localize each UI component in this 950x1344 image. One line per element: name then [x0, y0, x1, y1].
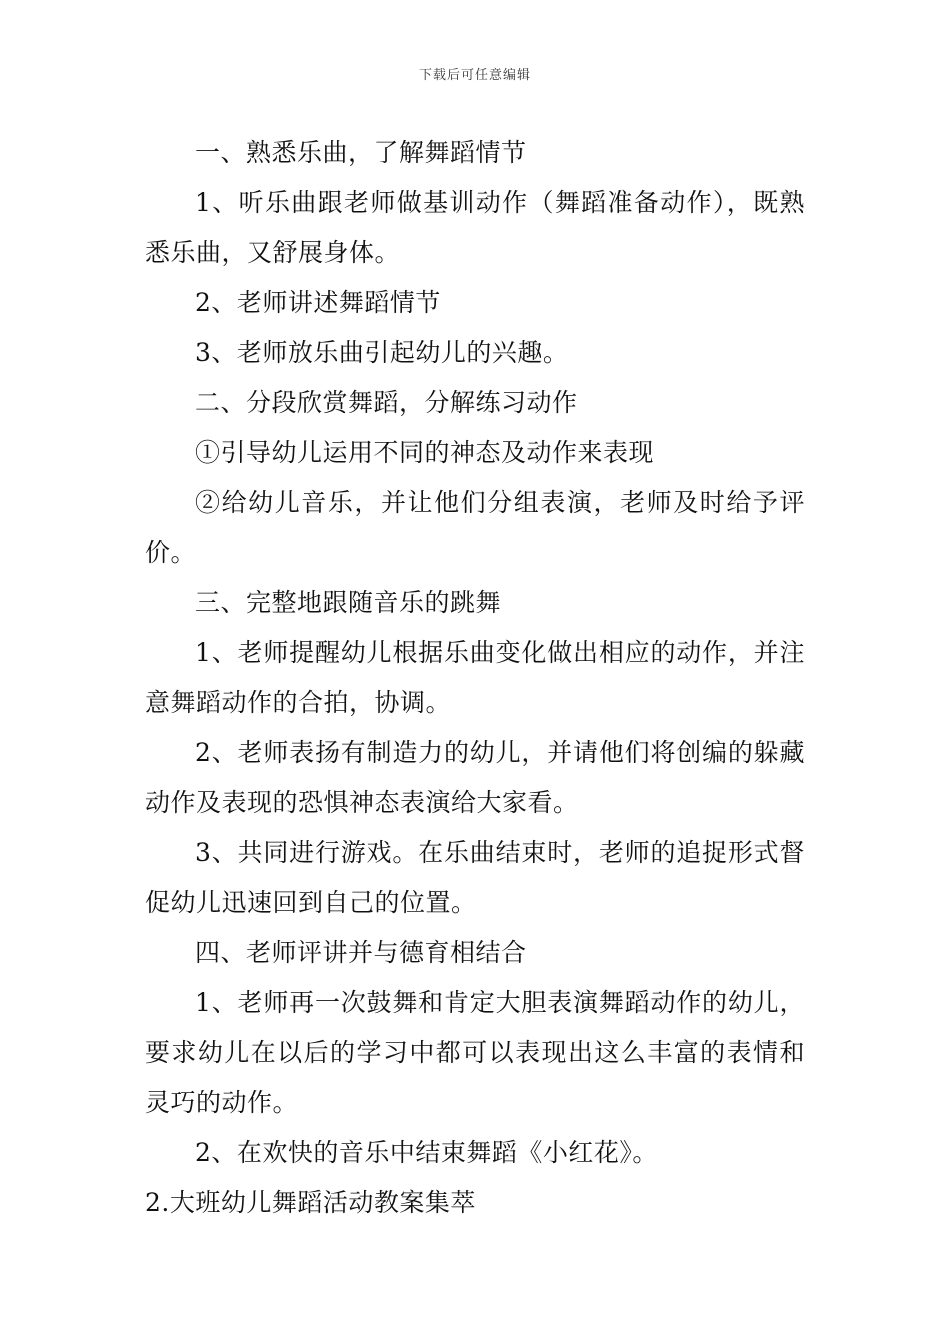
paragraph: 1、老师再一次鼓舞和肯定大胆表演舞蹈动作的幼儿，要求幼儿在以后的学习中都可以表现出这么丰富的表情和灵巧的动作。: [145, 988, 805, 1117]
paragraph: 2、在欢快的音乐中结束舞蹈《小红花》。: [195, 1138, 658, 1167]
page-header: 下载后可任意编辑: [418, 68, 531, 83]
next-section-title: 2.大班幼儿舞蹈活动教案集萃: [145, 1188, 476, 1217]
paragraph: 2、老师讲述舞蹈情节: [195, 288, 441, 317]
paragraph: 3、共同进行游戏。在乐曲结束时，老师的追捉形式督促幼儿迅速回到自己的位置。: [145, 838, 805, 917]
paragraph: 2、老师表扬有制造力的幼儿，并请他们将创编的躲藏动作及表现的恐惧神态表演给大家看。: [145, 738, 805, 817]
section-heading-3: 三、完整地跟随音乐的跳舞: [195, 588, 502, 617]
paragraph: 1、听乐曲跟老师做基训动作（舞蹈准备动作），既熟悉乐曲，又舒展身体。: [145, 188, 805, 267]
section-heading-2: 二、分段欣赏舞蹈，分解练习动作: [195, 388, 578, 417]
section-heading-4: 四、老师评讲并与德育相结合: [195, 938, 527, 967]
paragraph: ②给幼儿音乐，并让他们分组表演，老师及时给予评价。: [145, 488, 805, 567]
paragraph: ①引导幼儿运用不同的神态及动作来表现: [195, 438, 655, 467]
paragraph: 3、老师放乐曲引起幼儿的兴趣。: [195, 338, 569, 367]
paragraph: 1、老师提醒幼儿根据乐曲变化做出相应的动作，并注意舞蹈动作的合拍，协调。: [145, 638, 805, 717]
section-heading-1: 一、熟悉乐曲，了解舞蹈情节: [195, 138, 527, 167]
document-body: [145, 128, 805, 1228]
